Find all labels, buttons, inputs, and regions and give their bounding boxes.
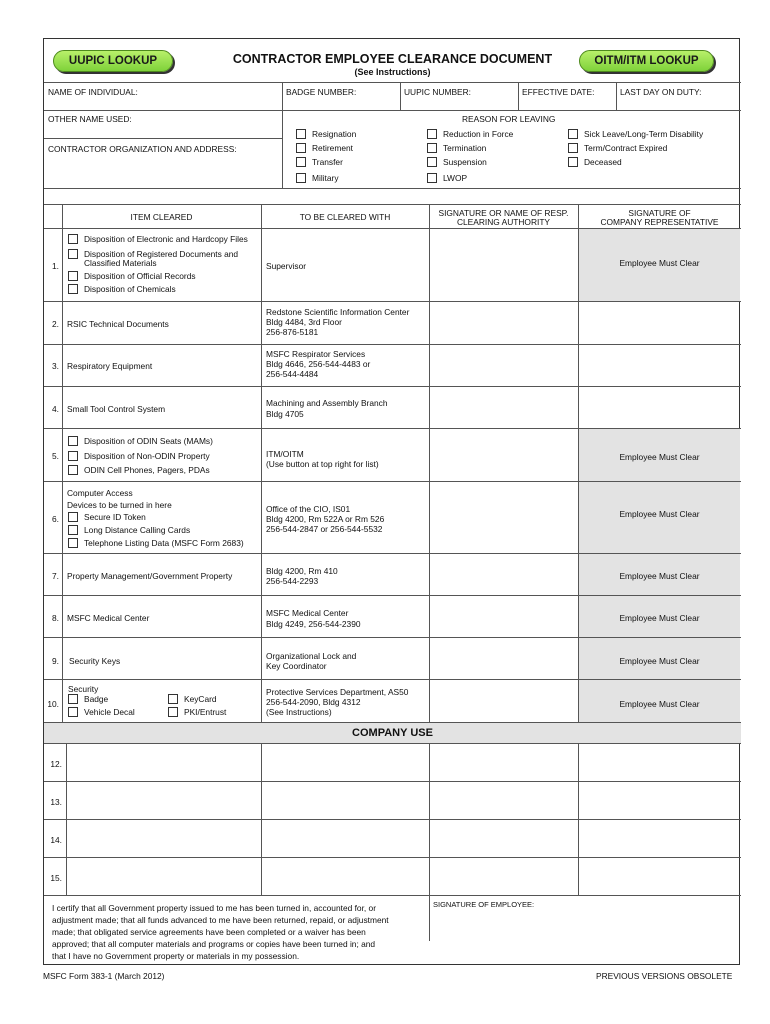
item-odin-seats[interactable] — [68, 436, 213, 446]
item-label: ODIN Cell Phones, Pagers, PDAs — [84, 465, 210, 475]
item-label: Small Tool Control System — [67, 404, 166, 414]
cleared-with-line: 256-544-4484 — [266, 369, 319, 379]
option-label: Military — [312, 173, 339, 183]
item-pki[interactable] — [168, 707, 226, 717]
oitm-lookup-button[interactable]: OITM/ITM LOOKUP — [579, 50, 714, 72]
reason-termination[interactable] — [427, 143, 486, 153]
item-official-records[interactable] — [68, 271, 196, 281]
employee-must-clear: Employee Must Clear — [619, 571, 700, 581]
option-label: LWOP — [443, 173, 468, 183]
option-label: Reduction in Force — [443, 129, 514, 139]
row-number: 13. — [50, 797, 62, 807]
cleared-with-line: Key Coordinator — [266, 661, 327, 671]
cleared-with-line: (Use button at top right for list) — [266, 459, 379, 469]
checkbox[interactable] — [427, 129, 437, 139]
form-number: MSFC Form 383-1 (March 2012) — [43, 971, 165, 981]
cleared-with-line: 256-876-5181 — [266, 327, 319, 337]
name-label: NAME OF INDIVIDUAL: — [48, 87, 138, 97]
row-number: 7. — [52, 571, 59, 581]
item-label: Secure ID Token — [84, 512, 146, 522]
item-chemicals[interactable] — [68, 284, 176, 294]
cleared-with-line: 256-544-2090, Bldg 4312 — [266, 697, 361, 707]
reason-retirement[interactable] — [296, 143, 353, 153]
item-telephone-listing[interactable] — [68, 538, 244, 548]
employee-signature-label: SIGNATURE OF EMPLOYEE: — [433, 900, 535, 909]
checkbox[interactable] — [168, 707, 178, 717]
employee-must-clear: Employee Must Clear — [619, 656, 700, 666]
checkbox[interactable] — [68, 465, 78, 475]
item-odin-phones[interactable] — [68, 465, 210, 475]
certification-line: adjustment made; that all funds advanced to me have been returned, repaid, or adjustment — [52, 915, 389, 925]
option-label: Transfer — [312, 157, 343, 167]
item-calling-cards[interactable] — [68, 525, 190, 535]
row-number: 1. — [52, 261, 59, 271]
item-label: Disposition of Electronic and Hardcopy Files — [84, 234, 248, 244]
option-label: Sick Leave/Long-Term Disability — [584, 129, 704, 139]
header-item-cleared: ITEM CLEARED — [130, 212, 193, 222]
item-vehicle-decal[interactable] — [68, 707, 135, 717]
employee-must-clear: Employee Must Clear — [619, 613, 700, 623]
employee-must-clear: Employee Must Clear — [619, 699, 700, 709]
reason-contract-expired[interactable] — [568, 143, 667, 153]
company-use-heading: COMPANY USE — [352, 727, 433, 739]
cleared-with: Supervisor — [266, 261, 307, 271]
header-sig-auth-1: SIGNATURE OR NAME OF RESP. — [438, 208, 569, 218]
cleared-with-line: Redstone Scientific Information Center — [266, 307, 410, 317]
item-label: MSFC Medical Center — [67, 613, 150, 623]
cleared-with-line: 256-544-2293 — [266, 576, 319, 586]
cleared-with-line: 256-544-2847 or 256-544-5532 — [266, 524, 383, 534]
checkbox[interactable] — [427, 143, 437, 153]
item-heading: Computer Access — [67, 488, 133, 498]
reason-military[interactable] — [296, 173, 339, 183]
checkbox[interactable] — [68, 271, 78, 281]
item-label: Disposition of Non-ODIN Property — [84, 451, 210, 461]
item-non-odin[interactable] — [68, 451, 210, 461]
row-number: 12. — [50, 759, 62, 769]
checkbox[interactable] — [68, 512, 78, 522]
reason-lwop[interactable] — [427, 173, 467, 183]
cleared-with-line: Bldg 4200, Rm 522A or Rm 526 — [266, 514, 385, 524]
other-name-label: OTHER NAME USED: — [48, 114, 132, 124]
header-sig-rep-2: COMPANY REPRESENTATIVE — [600, 217, 719, 227]
row-number: 5. — [52, 451, 59, 461]
certification-line: that I have no Government property or materials in my possession. — [52, 951, 300, 961]
cleared-with-line: (See Instructions) — [266, 707, 332, 717]
uupic-lookup-button[interactable]: UUPIC LOOKUP — [53, 50, 173, 72]
cleared-with-line: Organizational Lock and — [266, 651, 357, 661]
checkbox[interactable] — [68, 538, 78, 548]
item-label: Property Management/Government Property — [67, 571, 233, 581]
checkbox[interactable] — [68, 525, 78, 535]
last-day-label: LAST DAY ON DUTY: — [620, 87, 702, 97]
certification-line: I certify that all Government property issued to me has been turned in, accounted for, or — [52, 903, 377, 913]
certification-line: approved; that all computer materials and programs or copies have been turned in; and — [52, 939, 376, 949]
cleared-with-line: Bldg 4646, 256-544-4483 or — [266, 359, 371, 369]
checkbox[interactable] — [568, 129, 578, 139]
org-address-label: CONTRACTOR ORGANIZATION AND ADDRESS: — [48, 144, 237, 154]
employee-must-clear: Employee Must Clear — [619, 452, 700, 462]
cleared-with-line: MSFC Respirator Services — [266, 349, 366, 359]
item-secure-id[interactable] — [68, 512, 146, 522]
item-keycard[interactable] — [168, 694, 217, 704]
cleared-with-line: Machining and Assembly Branch — [266, 398, 388, 408]
option-label: Suspension — [443, 157, 487, 167]
item-label: Disposition of Chemicals — [84, 284, 176, 294]
item-label: Disposition of ODIN Seats (MAMs) — [84, 436, 213, 446]
item-heading: Devices to be turned in here — [67, 500, 172, 510]
option-label: Termination — [443, 143, 487, 153]
option-label: Term/Contract Expired — [584, 143, 668, 153]
item-label: KeyCard — [184, 694, 217, 704]
checkbox[interactable] — [296, 173, 306, 183]
item-label: Disposition of Official Records — [84, 271, 196, 281]
item-label: Vehicle Decal — [84, 707, 135, 717]
row-number: 15. — [50, 873, 62, 883]
cleared-with-line: Bldg 4705 — [266, 409, 304, 419]
obsolete-notice: PREVIOUS VERSIONS OBSOLETE — [596, 971, 733, 981]
option-label: Retirement — [312, 143, 353, 153]
checkbox[interactable] — [568, 143, 578, 153]
checkbox[interactable] — [296, 129, 306, 139]
item-label: Telephone Listing Data (MSFC Form 2683) — [84, 538, 244, 548]
checkbox[interactable] — [68, 284, 78, 294]
certification-line: made; that obligated service agreements have been completed or a waiver has been — [52, 927, 366, 937]
badge-label: BADGE NUMBER: — [286, 87, 357, 97]
item-label: Badge — [84, 694, 109, 704]
row-number: 9. — [52, 656, 59, 666]
checkbox[interactable] — [427, 173, 437, 183]
item-label: Security Keys — [69, 656, 121, 666]
row-number: 6. — [52, 514, 59, 524]
row-number: 4. — [52, 404, 59, 414]
cleared-with-line: Office of the CIO, IS01 — [266, 504, 351, 514]
item-label: Disposition of Registered Documents and — [84, 249, 239, 259]
checkbox[interactable] — [68, 707, 78, 717]
cleared-with-line: ITM/OITM — [266, 449, 304, 459]
employee-must-clear: Employee Must Clear — [619, 509, 700, 519]
reason-resignation[interactable] — [296, 129, 356, 139]
row-number: 10. — [47, 699, 59, 709]
effective-date-label: EFFECTIVE DATE: — [522, 87, 595, 97]
checkbox[interactable] — [168, 694, 178, 704]
form-title: CONTRACTOR EMPLOYEE CLEARANCE DOCUMENT — [232, 52, 553, 66]
header-cleared-with: TO BE CLEARED WITH — [299, 212, 391, 222]
cleared-with-line: MSFC Medical Center — [266, 608, 349, 618]
item-heading: Security — [68, 684, 99, 694]
cleared-with-line: Bldg 4249, 256-544-2390 — [266, 619, 361, 629]
reason-rif[interactable] — [427, 129, 513, 139]
header-sig-auth-2: CLEARING AUTHORITY — [456, 217, 551, 227]
option-label: Deceased — [584, 157, 622, 167]
checkbox[interactable] — [68, 436, 78, 446]
checkbox[interactable] — [427, 157, 437, 167]
header-sig-rep-1: SIGNATURE OF — [628, 208, 691, 218]
row-number: 3. — [52, 361, 59, 371]
checkbox[interactable] — [568, 157, 578, 167]
checkbox[interactable] — [68, 451, 78, 461]
reason-deceased[interactable] — [568, 157, 622, 167]
item-label: Long Distance Calling Cards — [84, 525, 191, 535]
item-label: RSIC Technical Documents — [67, 319, 169, 329]
clearance-form — [43, 38, 740, 965]
checkbox[interactable] — [68, 249, 78, 259]
item-electronic-files[interactable] — [68, 234, 248, 244]
cleared-with-line: Protective Services Department, AS50 — [266, 687, 409, 697]
row-number: 14. — [50, 835, 62, 845]
employee-must-clear: Employee Must Clear — [619, 258, 700, 268]
reason-suspension[interactable] — [427, 157, 487, 167]
reason-heading: REASON FOR LEAVING — [462, 114, 556, 124]
cleared-with-line: Bldg 4484, 3rd Floor — [266, 317, 342, 327]
reason-sick-leave[interactable] — [568, 129, 703, 139]
option-label: Resignation — [312, 129, 357, 139]
cleared-with-line: Bldg 4200, Rm 410 — [266, 566, 338, 576]
item-label-cont: Classified Materials — [84, 258, 157, 268]
checkbox[interactable] — [296, 143, 306, 153]
item-badge[interactable] — [68, 694, 108, 704]
uupic-label: UUPIC NUMBER: — [404, 87, 472, 97]
checkbox[interactable] — [68, 694, 78, 704]
row-number: 8. — [52, 613, 59, 623]
row-number: 2. — [52, 319, 59, 329]
item-label: Respiratory Equipment — [67, 361, 153, 371]
reason-transfer[interactable] — [296, 157, 343, 167]
checkbox[interactable] — [68, 234, 78, 244]
form-subtitle: (See Instructions) — [354, 67, 431, 77]
item-label: PKI/Entrust — [184, 707, 227, 717]
checkbox[interactable] — [296, 157, 306, 167]
